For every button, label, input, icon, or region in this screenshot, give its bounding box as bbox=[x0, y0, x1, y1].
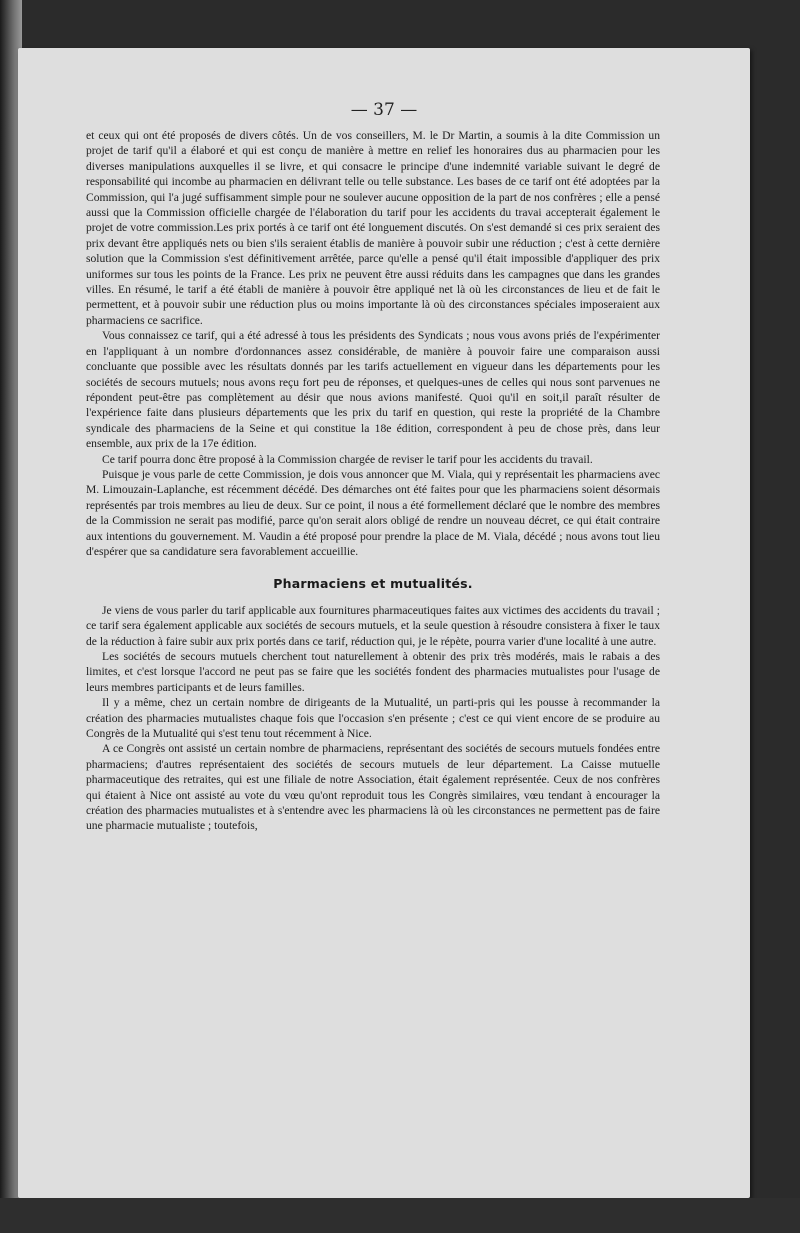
scan-background bbox=[0, 1198, 800, 1233]
paragraph-1: et ceux qui ont été proposés de divers côtés. Un de vos conseillers, M. le Dr Martin, a soumis à la dite Commission un projet de tarif qu'il a élaboré et qui est conçu de manière à mettre en relief les honoraires dus au pharmacien pour les diverses manipulations auxquelles il se livre, et qui consacre le principe d'une indemnité variable suivant le degré de responsabilité qui incombe au pharmacien en délivrant telle ou telle substance. Les bases de ce tarif ont été adoptées par la Commission, qui l'a jugé suffisamment simple pour ne soulever aucune opposition de la part de nos confrères ; elle a pensé aussi que la Commission officielle chargée de l'élaboration du tarif pour les accidents du travai accepterait également le projet de votre commission.Les prix portés à ce tarif ont été longuement discutés. On s'est demandé si ces prix seraient des prix devant être appliqués nets ou bien s'ils seraient établis de manière à pouvoir subir une réduction ; c'est à cette dernière solution que la Commission s'est définitivement arrêtée, parce qu'elle a pensé qu'il était impossible d'appliquer des prix uniformes sur tous les points de la France. Les prix ne peuvent être aussi réduits dans les campagnes que dans les grandes villes. En résumé, le tarif a été établi de manière à pouvoir être appliqué net là où les circonstances de lieu et de fait le permettent, et à pouvoir subir une réduction plus ou moins importante là où des circonstances spéciales imposeraient aux pharmaciens ce sacrifice. bbox=[86, 129, 660, 327]
page-number: — 37 — bbox=[350, 100, 418, 120]
paragraph-4: Puisque je vous parle de cette Commission, je dois vous annoncer que M. Viala, qui y représentait les pharmaciens avec M. Limouzain-Laplanche, est récemment décédé. Des démarches ont été faites pour que les pharmaciens soient désormais représentés par trois membres au lieu de deux. Sur ce point, il nous a été formellement déclaré que le nombre des membres de la Commission ne serait pas modifié, parce qu'on serait alors obligé de rendre un nouveau décret, ce qui était contraire aux intentions du gouvernement. M. Vaudin a été proposé pour prendre la place de M. Viala, décédé ; nous avons tout lieu d'espérer que sa candidature sera favorablement accueillie. bbox=[86, 467, 660, 558]
document-page bbox=[18, 48, 750, 1198]
paragraph-5: Je viens de vous parler du tarif applicable aux fournitures pharmaceutiques faites aux victimes des accidents du travail ; ce tarif sera également applicable aux sociétés de secours mutuels, et la seule question à résoudre consistera à fixer le taux de la réduction à faire subir aux prix portés dans ce tarif, réduction qui, je le répète, pourra varier d'une localité à une autre. bbox=[86, 603, 660, 648]
paragraph-8: A ce Congrès ont assisté un certain nombre de pharmaciens, représentant des sociétés de secours mutuels fondées entre pharmaciens; d'autres représentaient des sociétés de secours mutuels de leur département. La Caisse mutuelle pharmaceutique des retraites, qui est une filiale de notre Association, était également représentée. Ceux de nos confrères qui étaient à Nice ont assisté au vote du vœu qu'ont reproduit tous les Congrès similaires, vœu tendant à encourager la création des pharmacies mutualistes et à s'entendre avec les pharmaciens là où les circonstances ne permettent pas de faire une pharmacie mutualiste ; toutefois, bbox=[86, 742, 660, 833]
page-body bbox=[86, 128, 660, 834]
paragraph-7: Il y a même, chez un certain nombre de dirigeants de la Mutualité, un parti-pris qui les pousse à recommander la création des pharmacies mutualistes chaque fois que l'occasion s'en présente ; c'est ce qui vient encore de se produire au Congrès de la Mutualité qui s'est tenu tout récemment à Nice. bbox=[86, 696, 660, 741]
paragraph-2: Vous connaissez ce tarif, qui a été adressé à tous les présidents des Syndicats ; nous vous avons priés de l'expérimenter en l'appliquant à un nombre d'ordonnances assez considérable, de manière à pouvoir faire une comparaison aussi concluante que possible avec les résultats donnés par les tarifs actuellement en vigueur dans les départements pour les sociétés de secours mutuels; nous avons reçu fort peu de réponses, et quelques-unes de celles qui nous sont parvenues ne répondent peut-être pas complètement au désir que nous avions manifesté. Quoi qu'il en soit,il paraît résulter de l'expérience faite dans plusieurs départements que les prix du tarif en question, qui reste la propriété de la Chambre syndicale des pharmaciens de la Seine et qui constitue la 18e édition, correspondent à peu de chose près, dans leur ensemble, aux prix de la 17e édition. bbox=[86, 329, 660, 451]
section-heading: Pharmaciens et mutualités. bbox=[273, 576, 473, 592]
paragraph-6: Les sociétés de secours mutuels cherchent tout naturellement à obtenir des prix très modérés, mais le rabais a des limites, et c'est lorsque l'accord ne peut pas se faire que les sociétés fondent des pharmacies mutualistes pour l'usage de leurs membres participants et de leurs familles. bbox=[86, 650, 660, 694]
paragraph-3: Ce tarif pourra donc être proposé à la Commission chargée de reviser le tarif pour les accidents du travail. bbox=[102, 452, 593, 466]
